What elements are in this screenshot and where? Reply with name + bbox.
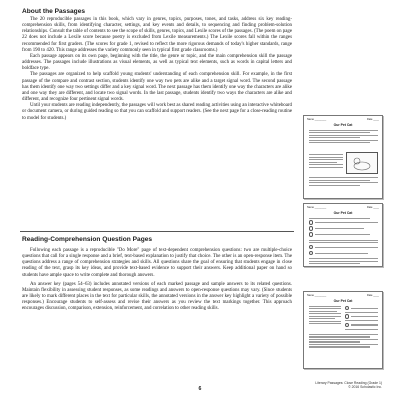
paragraph: Until your students are reading independently, the passages will work best as shared reading activities using an interactive whiteboard or document camera, or during guided reading so that you can scaffold and support readers. (See the next page for a close-reading routine to model for students.) [22, 103, 292, 121]
page-number: 6 [198, 386, 202, 392]
illustration-image [346, 152, 378, 174]
sample-passage-thumbnail [303, 115, 383, 199]
sample-answer-key-thumbnail [303, 291, 383, 369]
thumbnail-header: Name ________ Date ____ [307, 118, 379, 121]
paragraph: Each passage appears on its own page, beginning with the title, the genre or topic, and the main comprehension skill the passage addresses. The passages include illustrations as visual elements, as well as typical text elements, such as words in capital letters and boldface type. [22, 53, 292, 72]
paragraph: An answer key (pages 54–63) includes annotated versions of each marked passage and sample answers to its related questions. Maintain flexibility in assessing student responses, as some readings and answers to open-response questions may vary. (Since students are likely to mark different places in the text for particular skills, the annotated versions in the answer key highlight a variety of possible responses.) Encourage students to self-assess and revise their answers as you review the text markings together. This approach encourages discussion, comparison, extension, reinforcement, and correlation to other reading skills. [22, 281, 292, 312]
paragraph: The 20 reproducible passages in this book, which vary in genres, topics, purposes, tones, and tasks, address six key reading-comprehension skills, from identifying character, settings, and key events and details, to sequencing and finding problem-solution relationships. Consult the table of contents to see the scope of skills, genres, topics, and Lexile scores of the passages. (The poem on page 22 does not include a Lexile score because poetry is excluded from Lexile measurements.) The Lexile scores fall within the ranges recommended for first graders. (The scores for grade 1, revised to reflect the more rigorous demands of today's higher standards, range from 190 to 420. This range addresses the variety commonly seen in typical first grade classrooms.) [22, 17, 292, 53]
section-heading-question-pages: Reading-Comprehension Question Pages [22, 236, 153, 243]
thumbnail-header: Name ________ Date ____ [307, 294, 379, 297]
section-heading-about-passages: About the Passages [22, 8, 86, 15]
section-divider [20, 231, 294, 232]
thumbnail-title: Our Pet Cat [333, 211, 353, 216]
thumbnail-title: Our Pet Cat [333, 299, 353, 304]
paragraph: Following each passage is a reproducible "Do More" page of text-dependent comprehension questions: two are multiple-choice questions that call for a single response and a brief, text-based explanation to justify that choice. The other is an open-response item. The questions address a range of comprehension strategies and skills. All questions share the goal of ensuring that students engage in close reading of the text, grasp its key ideas, and provide text-based evidence to support their answers. Keep additional paper on hand so students have ample space to write complete and thorough answers. [22, 248, 292, 278]
sample-question-page-thumbnail [303, 203, 383, 267]
paragraph: The passages are organized to help scaffold young students' understanding of each comprehension skill. For example, in the first passage of the compare and contrast section, students identify one way two pets are alike and a target signal word. The second passage has them identify one way two settings differ and a key signal word. The next passage has them identify one way the characters are alike and one way they are different, and locate two signal words. In the last passage, students identify two ways the characters are alike and different, and recognize four pertinent signal words. [22, 72, 292, 103]
about-passages-body [22, 17, 292, 122]
question-pages-body [22, 248, 292, 313]
thumbnail-header: Name ________ Date ____ [307, 206, 379, 209]
thumbnail-title: Our Pet Cat [333, 123, 353, 128]
credit-line: Literary Passages: Close Reading (Grade 1) © 2016 Scholastic Inc. [315, 381, 382, 390]
